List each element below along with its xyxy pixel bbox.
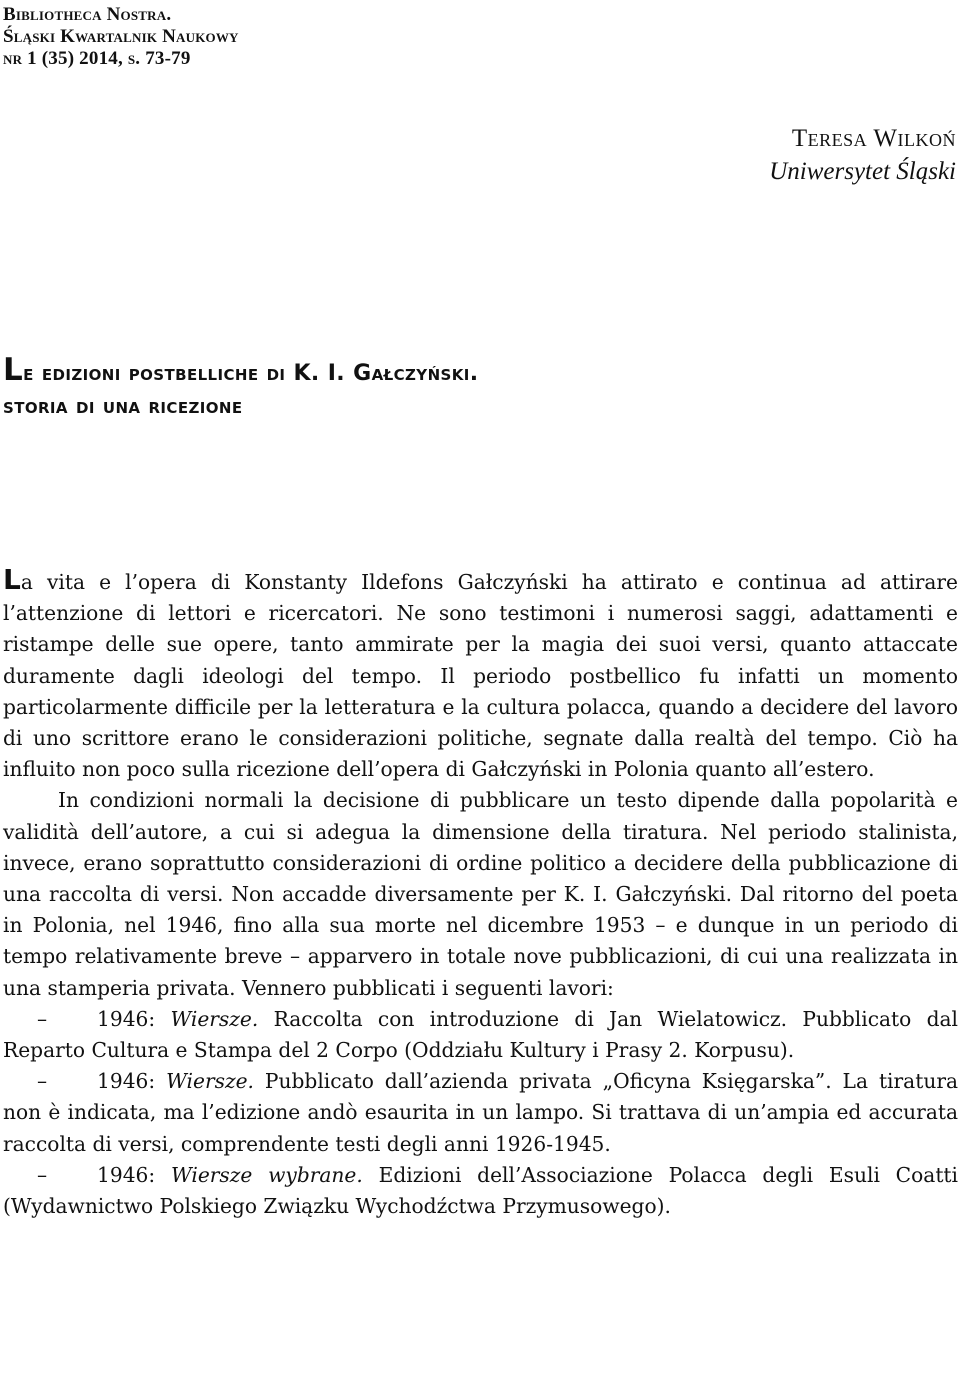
entry-work-title: Wiersze.: [170, 1006, 259, 1031]
article-title: [3, 354, 479, 423]
list-item: [3, 1066, 958, 1160]
list-item: [3, 1160, 958, 1222]
title-line-2: storia di una ricezione: [3, 394, 243, 419]
journal-subtitle: Śląski Kwartalnik Naukowy: [3, 26, 239, 47]
journal-issue: nr 1 (35) 2014, s. 73-79: [3, 48, 191, 69]
list-item: [3, 1004, 958, 1066]
list-dash: –: [37, 1162, 48, 1187]
journal-header: [3, 4, 239, 70]
paragraph-1-text: a vita e l’opera di Konstanty Ildefons Gałczyński ha attirato e continua ad attirare l’attenzione di lettori e ricercatori. Ne sono testimoni i numerosi saggi, adattamenti e ristampe delle sue opere, tanto ammirate per la magia dei suoi versi, quanto attaccate duramente dagli ideologi del tempo. Il periodo postbellico fu infatti un momento particolarmente difficile per la letteratura e la cultura polacca, quando a decidere del lavoro di uno scrittore erano le considerazioni politiche, segnate dalla realtà del tempo. Ciò ha influito non poco sulla ricezione dell’opera di Gałczyński in Polonia quanto all’estero.: [3, 570, 958, 782]
article-body: [3, 564, 958, 1222]
title-line-1-text: e edizioni postbelliche di K. I. Gałczyński.: [23, 361, 479, 386]
list-dash: –: [37, 1069, 48, 1094]
paragraph-initial: L: [3, 563, 21, 596]
entry-text: Edizioni dell’Associazione Polacca degli Esuli Coatti (Wydawnictwo Polskiego Związku Wychodźctwa Przymusowego).: [3, 1162, 958, 1219]
list-dash: –: [37, 1006, 48, 1031]
author-affiliation: Uniwersytet Śląski: [769, 158, 956, 185]
entry-work-title: Wiersze.: [166, 1069, 254, 1094]
entry-year: 1946:: [97, 1162, 156, 1187]
paragraph-1: [3, 564, 958, 785]
entry-year: 1946:: [97, 1069, 156, 1094]
entry-text: Raccolta con introduzione di Jan Wielatowicz. Pubblicato dal Reparto Cultura e Stampa del 2 Corpo (Oddziału Kultury i Prasy 2. Korpusu).: [3, 1006, 959, 1063]
paragraph-2: In condizioni normali la decisione di pubblicare un testo dipende dalla popolarità e validità dell’autore, a cui si adegua la dimensione della tiratura. Nel periodo stalinista, invece, erano soprattutto considerazioni di ordine politico a decidere della pubblicazione di una raccolta di versi. Non accadde diversamente per K. I. Gałczyński. Dal ritorno del poeta in Polonia, nel 1946, fino alla sua morte nel dicembre 1953 – e dunque in un periodo di tempo relativamente breve – apparvero in totale nove pubblicazioni, di cui una realizzata in una stamperia privata. Vennero pubblicati i seguenti lavori:: [3, 788, 958, 1000]
journal-name: Bibliotheca Nostra.: [3, 4, 172, 25]
entry-work-title: Wiersze wybrane.: [170, 1162, 363, 1187]
entry-text: Pubblicato dall’azienda privata „Oficyna Księgarska”. La tiratura non è indicata, ma l’edizione andò esaurita in un lampo. Si trattava di un’ampia ed accurata raccolta di versi, comprendente testi degli anni 1926-1945.: [3, 1069, 959, 1156]
title-initial: L: [3, 352, 24, 388]
author-block: [769, 122, 956, 188]
author-name: Teresa Wilkoń: [791, 125, 956, 152]
title-line-1: [3, 354, 479, 390]
entry-year: 1946:: [97, 1006, 156, 1031]
